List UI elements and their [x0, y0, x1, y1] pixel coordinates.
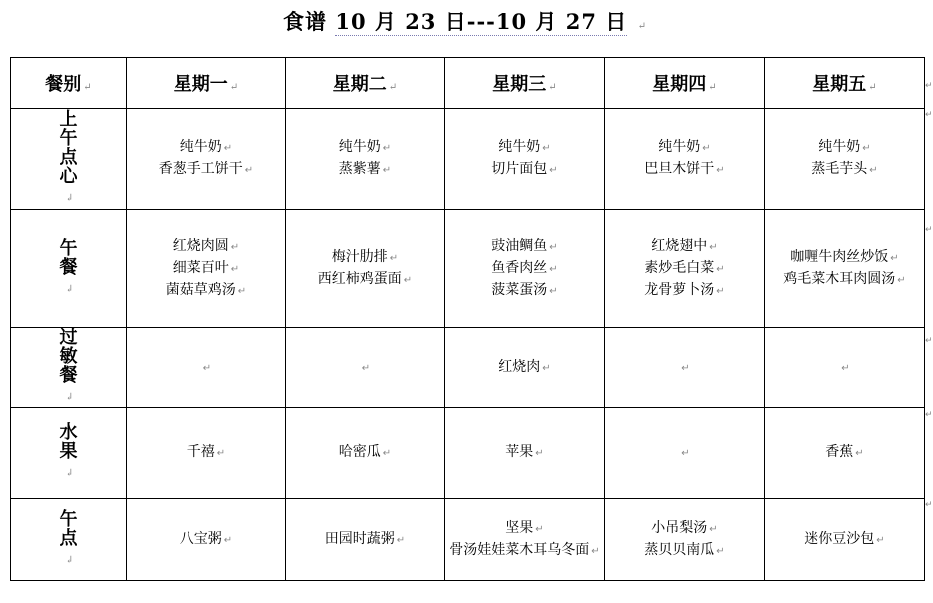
- header-day-label: 星期一: [173, 74, 228, 95]
- row-category: [11, 328, 127, 408]
- dish-line: [605, 518, 764, 540]
- paragraph-mark: ↵: [382, 448, 392, 459]
- menu-cell: [765, 499, 925, 581]
- row-category-label: 水果: [59, 422, 78, 462]
- dish-line: [286, 269, 444, 291]
- menu-cell: [286, 408, 445, 499]
- return-mark: ↲: [65, 193, 74, 204]
- paragraph-mark: ↵: [716, 263, 725, 275]
- dish-name: 苹果: [505, 444, 534, 460]
- paragraph-mark: ↵: [549, 285, 558, 297]
- paragraph-mark: ↵: [535, 523, 544, 535]
- dish-line: [445, 442, 604, 464]
- dish-name: 蒸毛芋头: [811, 161, 868, 177]
- paragraph-mark: ↵: [862, 143, 871, 154]
- menu-cell: [765, 408, 925, 499]
- dish-line: [605, 137, 764, 159]
- dish-line: [445, 159, 604, 181]
- dish-line: [445, 258, 604, 280]
- dish-name: 鱼香肉丝: [491, 259, 548, 276]
- paragraph-mark: ↵: [237, 285, 247, 297]
- paragraph-mark: ↵: [83, 82, 92, 93]
- paragraph-mark: ↵: [549, 263, 558, 275]
- row-category-label: 过敏餐: [59, 327, 78, 386]
- dish-line: [765, 159, 924, 181]
- dish-line: [286, 357, 444, 379]
- dish-line: [286, 159, 444, 181]
- dish-line: [445, 357, 604, 379]
- paragraph-mark: ↵: [869, 165, 878, 176]
- dish-line: [127, 280, 285, 302]
- dish-name: 蒸贝贝南瓜: [644, 541, 715, 558]
- title-date-range: 10 月 23 日---10 月 27 日: [335, 9, 628, 34]
- paragraph-mark: ↵: [542, 143, 551, 154]
- dish-name: 千禧: [186, 444, 215, 460]
- paragraph-mark: ↵: [202, 362, 212, 374]
- paragraph-mark: ↵: [876, 534, 885, 546]
- menu-cell: [127, 328, 286, 408]
- menu-cell: [765, 328, 925, 408]
- menu-row: [11, 408, 925, 499]
- dish-line: [127, 137, 285, 159]
- header-category-label: 餐别: [45, 74, 82, 95]
- header-day: [127, 58, 286, 109]
- menu-cell: [445, 408, 605, 499]
- row-end-mark: ↵: [925, 410, 933, 420]
- header-day-label: 星期四: [652, 74, 707, 95]
- dish-line: [445, 280, 604, 302]
- header-day-label: 星期三: [492, 74, 547, 95]
- paragraph-mark: ↵: [244, 165, 254, 176]
- header-row: [11, 58, 925, 109]
- paragraph-mark: ↵: [230, 241, 240, 253]
- menu-cell: [286, 499, 445, 581]
- dish-line: [286, 137, 444, 159]
- menu-cell: [765, 109, 925, 210]
- dish-line: [605, 236, 764, 258]
- dish-name: 纯牛奶: [818, 139, 861, 155]
- paragraph-mark: ↵: [535, 448, 544, 459]
- dish-line: [286, 442, 444, 464]
- dish-name: 小吊梨汤: [651, 519, 708, 536]
- dish-name: 迷你豆沙包: [804, 530, 875, 547]
- menu-cell: [286, 328, 445, 408]
- dish-line: [765, 137, 924, 159]
- dish-line: [765, 247, 924, 269]
- row-end-mark: ↵: [925, 225, 933, 235]
- dish-name: 八宝粥: [179, 530, 222, 547]
- return-mark: ↲: [65, 283, 74, 295]
- dish-line: [605, 442, 764, 464]
- dish-line: [605, 258, 764, 280]
- paragraph-mark: ↵: [855, 448, 864, 459]
- dish-name: 香葱手工饼干: [158, 161, 243, 177]
- header-category: [11, 58, 127, 109]
- header-day: [445, 58, 605, 109]
- dish-name: 坚果: [505, 519, 534, 536]
- dish-line: [765, 357, 924, 379]
- row-end-mark: ↵: [925, 81, 933, 91]
- dish-name: 红烧翅中: [651, 237, 708, 254]
- paragraph-mark: ↵: [542, 362, 551, 374]
- paragraph-mark: ↵: [382, 165, 392, 176]
- paragraph-mark: ↵: [716, 165, 725, 176]
- paragraph-mark: ↵: [716, 285, 725, 297]
- paragraph-mark: ↵: [549, 165, 558, 176]
- menu-cell: [127, 408, 286, 499]
- menu-cell: [127, 109, 286, 210]
- title-prefix: 食谱: [283, 9, 328, 34]
- menu-cell: [605, 109, 765, 210]
- paragraph-mark: ↵: [708, 82, 717, 93]
- menu-cell: [605, 210, 765, 328]
- dish-line: [127, 529, 285, 551]
- dish-name: 香蕉: [825, 444, 854, 460]
- menu-cell: [127, 499, 286, 581]
- dish-line: [605, 357, 764, 379]
- dish-line: [127, 159, 285, 181]
- paragraph-mark: ↵: [549, 241, 558, 253]
- dish-line: [127, 442, 285, 464]
- dish-name: 豉油鲷鱼: [491, 237, 548, 254]
- row-category-label: 午点: [59, 508, 78, 549]
- row-category: [11, 109, 127, 210]
- dish-name: 田园时蔬粥: [324, 530, 395, 547]
- row-category-label: 午餐: [59, 237, 78, 278]
- paragraph-mark: ↵: [890, 252, 899, 264]
- row-end-mark: ↵: [925, 336, 933, 346]
- menu-row: [11, 499, 925, 581]
- row-category-label: 上午点心: [59, 109, 78, 187]
- dish-name: 蒸紫薯: [338, 161, 381, 177]
- dish-name: 菠菜蛋汤: [491, 281, 548, 298]
- header-day: [286, 58, 445, 109]
- dish-line: [765, 442, 924, 464]
- dish-name: 素炒毛白菜: [644, 259, 715, 276]
- dish-name: 纯牛奶: [498, 139, 541, 155]
- dish-name: 巴旦木饼干: [644, 161, 715, 177]
- return-mark: ↲: [65, 468, 74, 479]
- dish-name: 纯牛奶: [338, 139, 381, 155]
- dish-name: 咖喱牛肉丝炒饭: [790, 248, 889, 265]
- row-category: [11, 210, 127, 328]
- menu-row: [11, 109, 925, 210]
- dish-name: 纯牛奶: [179, 139, 222, 155]
- paragraph-mark: ↵: [229, 82, 239, 93]
- paragraph-mark: ↵: [637, 21, 647, 32]
- menu-cell: [445, 109, 605, 210]
- menu-cell: [605, 408, 765, 499]
- menu-row: [11, 328, 925, 408]
- paragraph-mark: ↵: [223, 534, 233, 546]
- menu-cell: [286, 210, 445, 328]
- paragraph-mark: ↵: [389, 252, 399, 264]
- row-end-mark: ↵: [925, 110, 933, 120]
- menu-cell: [127, 210, 286, 328]
- header-day-label: 星期二: [332, 74, 387, 95]
- header-day: [605, 58, 765, 109]
- paragraph-mark: ↵: [223, 143, 233, 154]
- page-title: [0, 6, 930, 36]
- paragraph-mark: ↵: [716, 545, 725, 557]
- paragraph-mark: ↵: [681, 448, 690, 459]
- dish-name: 红烧肉圆: [172, 237, 229, 254]
- dish-line: [445, 518, 604, 540]
- dish-name: 哈密瓜: [338, 444, 381, 460]
- menu-row: [11, 210, 925, 328]
- dish-line: [605, 540, 764, 562]
- paragraph-mark: ↵: [216, 448, 226, 459]
- dish-name: 西红柿鸡蛋面: [317, 270, 402, 287]
- dish-name: 菌菇草鸡汤: [165, 281, 236, 298]
- dish-line: [286, 529, 444, 551]
- dish-line: [445, 236, 604, 258]
- dish-name: 龙骨萝卜汤: [644, 281, 715, 298]
- paragraph-mark: ↵: [230, 263, 240, 275]
- row-category: [11, 408, 127, 499]
- paragraph-mark: ↵: [709, 523, 718, 535]
- menu-table: [10, 57, 925, 581]
- dish-name: 切片面包: [491, 161, 548, 177]
- menu-cell: [445, 210, 605, 328]
- menu-cell: [445, 499, 605, 581]
- dish-name: 红烧肉: [498, 358, 541, 375]
- menu-cell: [605, 328, 765, 408]
- dish-line: [605, 280, 764, 302]
- row-category: [11, 499, 127, 581]
- menu-cell: [445, 328, 605, 408]
- row-end-mark: ↵: [925, 500, 933, 510]
- paragraph-mark: ↵: [382, 143, 392, 154]
- dish-line: [765, 529, 924, 551]
- paragraph-mark: ↵: [548, 82, 557, 93]
- dish-line: [445, 540, 604, 562]
- paragraph-mark: ↵: [388, 82, 398, 93]
- dish-name: 纯牛奶: [658, 139, 701, 155]
- dish-line: [765, 269, 924, 291]
- paragraph-mark: ↵: [702, 143, 711, 154]
- dish-name: 梅汁肋排: [331, 248, 388, 265]
- dish-line: [127, 357, 285, 379]
- menu-cell: [286, 109, 445, 210]
- paragraph-mark: ↵: [591, 545, 600, 557]
- dish-line: [286, 247, 444, 269]
- paragraph-mark: ↵: [868, 82, 877, 93]
- dish-line: [605, 159, 764, 181]
- paragraph-mark: ↵: [841, 362, 850, 374]
- paragraph-mark: ↵: [897, 274, 906, 286]
- paragraph-mark: ↵: [709, 241, 718, 253]
- dish-name: 细菜百叶: [172, 259, 229, 276]
- paragraph-mark: ↵: [681, 362, 690, 374]
- header-day-label: 星期五: [812, 74, 867, 95]
- paragraph-mark: ↵: [361, 362, 371, 374]
- menu-cell: [605, 499, 765, 581]
- return-mark: ↲: [65, 392, 74, 403]
- menu-cell: [765, 210, 925, 328]
- dish-name: 骨汤娃娃菜木耳乌冬面: [449, 541, 590, 558]
- dish-line: [127, 236, 285, 258]
- paragraph-mark: ↵: [403, 274, 413, 286]
- paragraph-mark: ↵: [396, 534, 406, 546]
- dish-line: [445, 137, 604, 159]
- return-mark: ↲: [65, 554, 74, 566]
- header-day: [765, 58, 925, 109]
- dish-line: [127, 258, 285, 280]
- dish-name: 鸡毛菜木耳肉圆汤: [783, 270, 896, 287]
